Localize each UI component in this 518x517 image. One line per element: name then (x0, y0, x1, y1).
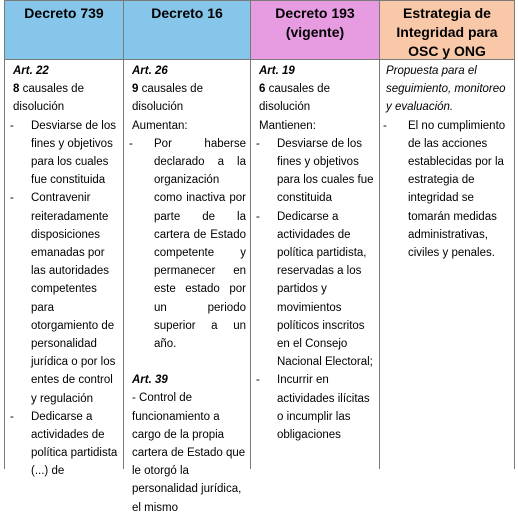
header-decreto-16 (124, 0, 251, 60)
verb-label: Aumentan: (132, 119, 188, 132)
column-decreto-193 (251, 60, 380, 469)
article-number: Art. 26 (132, 65, 168, 77)
count-value: 8 (13, 83, 20, 96)
causal-list (259, 135, 375, 444)
column-decreto-16 (124, 60, 251, 514)
article-number-2: Art. 39 (132, 374, 168, 387)
count-text: causales de disolución (13, 83, 84, 114)
header-estrategia (380, 0, 515, 60)
causal-count (13, 80, 119, 116)
header-estrategia-text: Estrategia de Integridad para OSC y ONG (396, 5, 498, 59)
column-estrategia (380, 60, 515, 469)
count-text: causales de disolución (132, 83, 203, 114)
list-item: - El no cumplimiento de las acciones establecidas por la estrategia de integridad se tomarán medidas administrativas, civiles y penales. (386, 117, 508, 263)
header-decreto-193-text: Decreto 193 (vigente) (275, 5, 355, 40)
comparison-table (4, 0, 515, 514)
causal-count (259, 80, 375, 116)
causal-list (13, 117, 119, 481)
list-item: - Dedicarse a actividades de política partidista (...) de (13, 408, 119, 481)
list-item: - Desviarse de los fines y objetivos para los cuales fue constituida (13, 117, 119, 190)
list-item: - Desviarse de los fines y objetivos para los cuales fue constituida (259, 135, 375, 208)
header-decreto-193 (251, 0, 380, 60)
causal-list (132, 135, 246, 353)
count-text: causales de disolución (259, 83, 330, 114)
article-number: Art. 22 (13, 65, 49, 77)
list-item: - Contravenir reiteradamente disposiciones emanadas por las autoridades competentes para otorgamiento de personalidad jurídica o por los entes de control y regulación (13, 189, 119, 407)
header-decreto-16-text: Decreto 16 (151, 5, 223, 21)
article-text: - Control de funcionamiento a cargo de la propia cartera de Estado que le otorgó la personalidad jurídica, el mismo (132, 392, 246, 514)
article-number: Art. 19 (259, 65, 295, 77)
header-decreto-739-text: Decreto 739 (24, 5, 104, 21)
causal-count (132, 80, 246, 116)
header-decreto-739 (4, 0, 124, 60)
measures-list (386, 117, 508, 263)
verb-label: Mantienen: (259, 119, 316, 132)
list-item: - Dedicarse a actividades de política partidista, reservadas a los partidos y movimientos políticos inscritos en el Consejo Nacional Electoral; (259, 208, 375, 372)
proposal-intro: Propuesta para el seguimiento, monitoreo y evaluación. (386, 65, 506, 114)
list-item: - Incurrir en actividades ilícitas o incumplir las obligaciones (259, 371, 375, 444)
list-item: - Por haberse declarado a la organización como inactiva por parte de la cartera de Estado competente y permanecer en este estado por un periodo superior a un año. (132, 135, 246, 353)
count-value: 6 (259, 83, 266, 96)
count-value: 9 (132, 83, 139, 96)
column-decreto-739 (4, 60, 124, 478)
